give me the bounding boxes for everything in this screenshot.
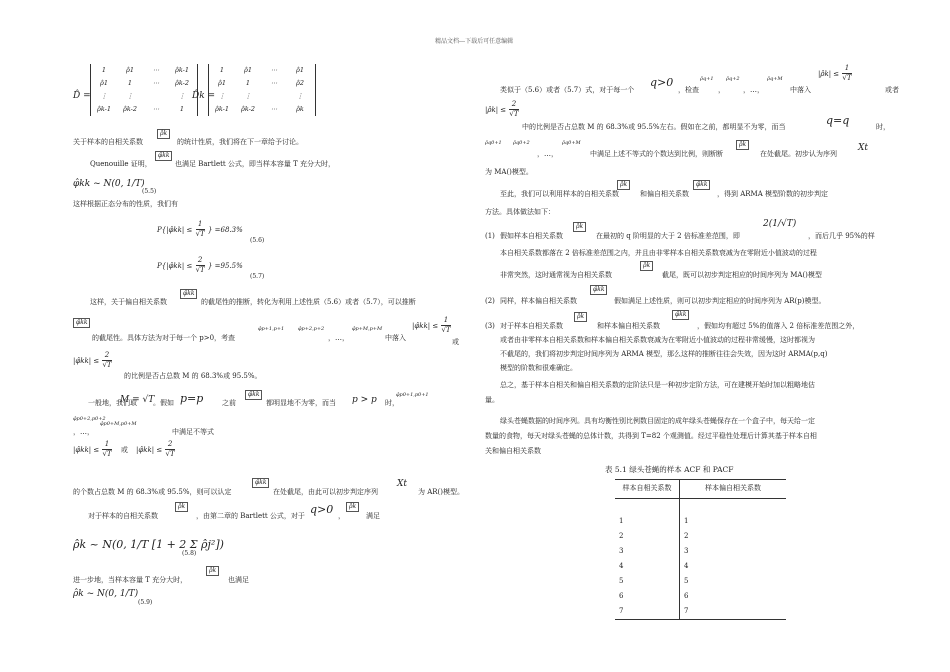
- text-p9c: 为 AR()模型。: [418, 488, 465, 496]
- text-item3f: 模型的阶数和很难确定。: [500, 364, 577, 372]
- text-r1e: ，…，: [743, 86, 764, 94]
- rho-seq-q0-2: ρ̂q0+2: [513, 140, 530, 146]
- table-row: 1 1: [615, 514, 786, 529]
- table-header: 样本自相关系数: [615, 480, 680, 499]
- text-r1g: 或者: [885, 86, 899, 94]
- text-p2b: 也满足 Bartlett 公式，即当样本容量 T 充分大时，: [175, 160, 336, 168]
- probability-68: P{|φ̂kk| ≤ $\frac{1}{√T}$ } =68.3%: [157, 220, 243, 239]
- rho-inequality-2: |ρ̂k| ≤ $\frac{2}{√T}$: [485, 100, 519, 119]
- phi-symbol: φ̂kk: [693, 180, 710, 190]
- rho-seq-q0-m: ρ̂q0+M: [562, 140, 581, 146]
- text-p9b: 在处截尾，由此可以初步判定序列: [273, 488, 378, 496]
- phi-symbol: φ̂kk: [252, 478, 269, 488]
- text-item1b: 在最初的 q 阶明显的大于 2 倍标准差范围，即: [596, 232, 740, 240]
- text-p3: 这样根据正态分布的性质，我们有: [73, 200, 178, 208]
- text-p5b: ，…，: [328, 334, 349, 342]
- xt-symbol: Xt: [858, 143, 869, 153]
- text-r1f: 中落入: [790, 86, 811, 94]
- equation-5-5: φ̂kk ~ N(0, 1/T): [73, 179, 145, 189]
- text-item2: 同样，样本偏自相关系数: [500, 297, 577, 305]
- table-caption: 表 5.1 绿头苍蝇的样本 ACF 和 PACF: [605, 465, 734, 474]
- q-equals-q0: q=q: [826, 114, 850, 127]
- text-p8: ，…，: [73, 428, 94, 436]
- text-p10b: ，由第二章的 Bartlett 公式，对于: [196, 512, 305, 520]
- p-greater-p0: p > p: [352, 395, 377, 405]
- text-r4: 为 MA()模型。: [485, 168, 533, 176]
- text-r5b: 和偏自相关系数: [640, 190, 689, 198]
- text-r6: 方法。具体做法如下：: [485, 208, 555, 216]
- phi-sequence-p0-2: φ̂p0+2,p0+2: [73, 416, 106, 422]
- text-item2b: 假如满足上述性质，则可以初步判定相应的时间序列为 AR(p)模型。: [614, 297, 826, 305]
- list-item-2-number: (2): [485, 297, 495, 305]
- text-r8b: 数量的食物，每天对绿头苍蝇的总体计数，共得到 T=82 个观测值。经过平稳性处理后计算其基于样本自相: [485, 432, 817, 440]
- table-row: 4 4: [615, 559, 786, 574]
- rho-seq-m: ρ̂q+M: [767, 76, 783, 82]
- rho-symbol: ρ̂k: [736, 140, 749, 150]
- rho-symbol: ρ̂k: [206, 566, 219, 576]
- equation-number-5-6: (5.6): [250, 237, 265, 244]
- text-item3c: ，假如均有超过 5%的值落入 2 倍标准差范围之外，: [697, 322, 860, 330]
- phi-sequence-p0-1: φ̂p0+1,p0+1: [396, 392, 429, 398]
- table-header: 样本偏自相关系数: [680, 480, 787, 499]
- p-equals-p0: p=p: [180, 392, 204, 405]
- text-r8: 绿头苍蝇数据的时间序列。具有均衡性别比例数目固定的成年绿头苍蝇保存在一个盒子中，每天给一定: [500, 417, 815, 425]
- rho-seq-1: ρ̂q+1: [700, 76, 714, 82]
- text-p10: 对于样本的自相关系数: [88, 512, 158, 520]
- q-greater-zero: q>0: [310, 503, 334, 516]
- phi-symbol: φ̂kk: [155, 151, 172, 161]
- table-row: 6 6: [615, 589, 786, 604]
- text-p9: 的个数占总数 M 的 68.3%或 95.5%，则可以认定: [73, 488, 232, 496]
- text-r5: 至此，我们可以利用样本的自相关系数: [500, 190, 619, 198]
- text-item1e: 本自相关系数都落在 2 倍标准差范围之内，并且由非零样本自相关系数衰减为在零附近小值波动的过程: [500, 249, 817, 257]
- two-std-error: 2(1/√T): [763, 219, 797, 229]
- text-p10e: 满足: [366, 512, 380, 520]
- text-item3e: 不截尾的，我们将初步判定时间序列为 ARMA 模型，那么这样的推断往往会失效，因为这时 ARMA(p,q): [500, 350, 828, 358]
- rho-seq-2: ρ̂q+2: [726, 76, 740, 82]
- equation-number-5-7: (5.7): [250, 273, 265, 280]
- rho-symbol: ρ̂k: [617, 180, 630, 190]
- text-item1g: 截尾，既可以初步判定相应的时间序列为 MA()模型: [662, 271, 822, 279]
- text-item3: 对于样本自相关系数: [500, 322, 563, 330]
- table-row: 7 7: [615, 604, 786, 620]
- phi-sequence-p0-m: φ̂p0+M,p0+M: [100, 421, 137, 427]
- phi-sequence-2: φ̂p+2,p+2: [298, 326, 325, 332]
- m-equals-sqrt-t: M = √T: [120, 395, 155, 405]
- text-p1: 关于样本的自相关系数: [73, 138, 143, 146]
- text-r1d: ，: [718, 86, 725, 94]
- equation-5-9: ρ̂k ~ N(0, 1/T): [73, 589, 139, 599]
- text-item3b: 和样本偏自相关系数: [597, 322, 660, 330]
- text-item1d: ，而后几乎 95%的样: [808, 232, 875, 240]
- rho-symbol: ρ̂k: [346, 502, 359, 512]
- phi-symbol: φ̂kk: [73, 318, 90, 328]
- text-p1b: 的统计性质，我们将在下一章给予讨论。: [177, 138, 303, 146]
- text-p7c: 。假如: [153, 399, 174, 407]
- text-p10d: ，: [338, 512, 345, 520]
- phi-sequence-m: φ̂p+M,p+M: [352, 326, 383, 332]
- table-row: 5 5: [615, 574, 786, 589]
- text-r7: 总之，基于样本自相关和偏自相关系数的定阶法只是一种初步定阶方法，可在建模开始时加以粗略地估: [500, 381, 815, 389]
- text-p7f: 都明显地不为零，而当: [266, 399, 336, 407]
- text-p7h: 时，: [385, 399, 399, 407]
- text-r2: 中的比例是否占总数 M 的 68.3%或 95.5%左右。假如在之前，都明显不为零，而当: [522, 123, 786, 131]
- phi-symbol: φ̂kk: [672, 310, 689, 320]
- text-r2c: 时，: [876, 123, 890, 131]
- rho-seq-q0-1: ρ̂q0+1: [485, 140, 502, 146]
- text-r1c: ，检查: [678, 86, 699, 94]
- phi-symbol: φ̂kk: [180, 289, 197, 299]
- q-greater-zero: q>0: [650, 76, 674, 89]
- table-row: 2 2: [615, 529, 786, 544]
- matrix-dk-label: D̂k =: [192, 91, 216, 101]
- text-r3c: 在处截尾。初步认为序列: [760, 150, 837, 158]
- equation-number-5-9: (5.9): [138, 599, 153, 606]
- equation-number-5-5: (5.5): [142, 188, 157, 195]
- text-p5: 的截尾性。具体方法为对于每一个 p>0，考查: [92, 334, 236, 342]
- inequality-pair: |φ̂kk| ≤ $\frac{1}{√T}$ 或 |φ̂kk| ≤ $\frac{2}{√T}$: [73, 440, 175, 459]
- text-p5d: 或: [452, 338, 459, 346]
- probability-95: P{|φ̂kk| ≤ $\frac{2}{√T}$ } =95.5%: [157, 256, 243, 275]
- text-r8c: 关和偏自相关系数: [485, 447, 541, 455]
- text-p11: 进一步地，当样本容量 T 充分大时，: [73, 576, 188, 584]
- table-row: 3 3: [615, 544, 786, 559]
- inequality-2-sqrt: |φ̂kk| ≤ $\frac{2}{√T}$: [73, 351, 112, 370]
- table-header-row: [615, 480, 786, 499]
- rho-symbol: ρ̂k: [573, 222, 586, 232]
- rho-symbol: ρ̂k: [157, 129, 170, 139]
- xt-symbol: Xt: [397, 479, 408, 489]
- rho-symbol: ρ̂k: [175, 502, 188, 512]
- rho-symbol: ρ̂k: [640, 261, 653, 271]
- list-item-1-number: (1): [485, 232, 495, 240]
- page-header: 精品文档---下载后可任意编辑: [435, 38, 514, 45]
- rho-symbol: ρ̂k: [574, 312, 587, 322]
- text-r5c: ，得到 ARMA 模型阶数的初步判定: [717, 190, 828, 198]
- rho-inequality-1: |ρ̂k| ≤ $\frac{1}{√T}$: [818, 64, 852, 83]
- text-p5c: 中落入: [385, 334, 406, 342]
- list-item-3-number: (3): [485, 322, 495, 330]
- text-p4: 这样，关于偏自相关系数: [90, 298, 167, 306]
- text-p6: 的比例是否占总数 M 的 68.3%或 95.5%。: [124, 372, 262, 380]
- text-p7e: 之前: [222, 399, 236, 407]
- equation-number-5-8: (5.8): [182, 550, 197, 557]
- text-p2: Quenouille 证明，: [90, 160, 152, 168]
- equation-5-8: ρ̂k ~ N(0, 1/T [1 + 2 Σ ρ̂j²]): [73, 538, 224, 551]
- inequality-1-sqrt: |φ̂kk| ≤ $\frac{1}{√T}$: [412, 316, 451, 335]
- phi-sequence-1: φ̂p+1,p+1: [258, 326, 285, 332]
- matrix-d: 1 ρ̂1 ⋯ ρ̂k-1 ρ̂1 1 ⋯ ρ̂k-2 ⋮ ⋮ ⋮ ρ̂k-1 ρ̂k-2 ⋯ 1: [90, 64, 198, 116]
- phi-symbol: φ̂kk: [245, 390, 262, 400]
- text-p11b: 也满足: [228, 576, 249, 584]
- text-item3d: 或者由非零样本自相关系数和样本偏自相关系数衰减为在零附近小值波动的过程非常缓慢，这时都视为: [500, 336, 815, 344]
- matrix-dk: 1 ρ̂1 ⋯ ρ̂1 ρ̂1 1 ⋯ ρ̂2 ⋮ ⋮ ⋮ ρ̂k-1 ρ̂k-2 ⋯ ρ̂k: [208, 64, 316, 116]
- acf-pacf-table: [615, 479, 786, 620]
- text-p8b: 中满足不等式: [172, 428, 214, 436]
- text-p7: 一般地，我们取: [88, 399, 137, 407]
- text-r3: ，…，: [537, 150, 558, 158]
- text-p4b: 的截尾性的推断，转化为利用上述性质（5.6）或者（5.7），可以推断: [201, 298, 416, 306]
- text-r3b: 中满足上述不等式的个数达到比例，则断断: [590, 150, 723, 158]
- text-r7b: 量。: [485, 396, 499, 404]
- text-r1: 类似于（5.6）或者（5.7）式，对于每一个: [500, 86, 635, 94]
- phi-symbol: φ̂kk: [590, 285, 607, 295]
- text-item1f: 非常突然，这时通常视为自相关系数: [500, 271, 612, 279]
- table-row: [615, 499, 786, 515]
- matrix-d-label: D̂ =: [73, 91, 91, 101]
- text-item1: 假如样本自相关系数: [500, 232, 563, 240]
